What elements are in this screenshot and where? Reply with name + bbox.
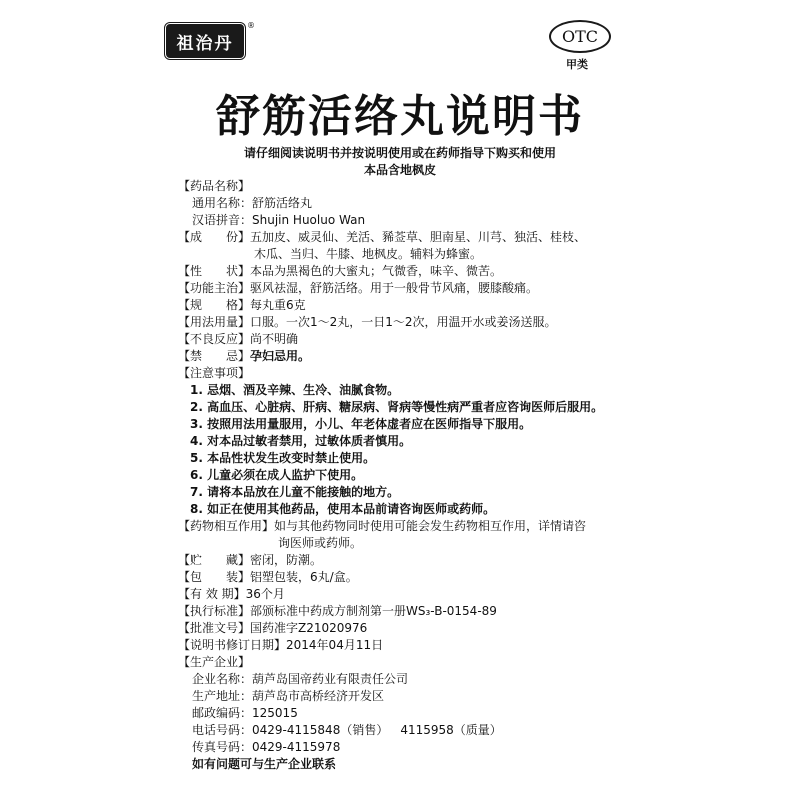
- otc-badge: [549, 20, 611, 53]
- standard-value: 部颁标准中药成方制剂第一册WS₃-B-0154-89: [250, 604, 497, 618]
- revision-value: 2014年04月11日: [286, 638, 384, 652]
- interactions-value-2: 询医师或药师。: [278, 536, 363, 550]
- indications-value: 驱风祛湿，舒筋活络。用于一般骨节风痛，腰膝酸痛。: [250, 281, 539, 295]
- postcode-row: [178, 705, 638, 722]
- pinyin-value: Shujin Huoluo Wan: [252, 213, 366, 227]
- storage-label: 【贮 藏】: [178, 553, 251, 567]
- generic-name-label: 通用名称：: [192, 196, 253, 210]
- contraindications-label: 【禁 忌】: [178, 349, 251, 363]
- section-approval: [178, 620, 638, 637]
- ingredient-notice: 本品含地枫皮: [363, 163, 436, 177]
- interactions-continuation: [178, 535, 638, 552]
- specification-value: 每丸重6克: [250, 298, 306, 312]
- approval-label: 【批准文号】: [178, 621, 251, 635]
- phone-sales: 0429-4115848（销售）: [252, 723, 389, 737]
- section-dosage: [178, 314, 638, 331]
- address-value: 葫芦岛市高桥经济开发区: [252, 689, 385, 703]
- adverse-value: 尚不明确: [250, 332, 299, 346]
- interactions-label: 【药物相互作用】: [178, 519, 275, 533]
- storage-value: 密闭，防潮。: [250, 553, 323, 567]
- validity-label: 【有 效 期】: [178, 587, 246, 601]
- precaution-item: 3. 按照用法用量服用，小儿、年老体虚者应在医师指导下服用。: [190, 417, 532, 431]
- phone-row: [178, 722, 638, 739]
- package-value: 铝塑包装，6丸/盒。: [250, 570, 358, 584]
- generic-name-row: [178, 195, 638, 212]
- indications-label: 【功能主治】: [178, 281, 251, 295]
- brand-logo-text: 祖治丹: [176, 33, 234, 54]
- validity-value: 36个月: [245, 587, 285, 601]
- company-value: 葫芦岛国帝药业有限责任公司: [252, 672, 409, 686]
- adverse-label: 【不良反应】: [178, 332, 251, 346]
- precaution-item: 7. 请将本品放在儿童不能接触的地方。: [190, 485, 400, 499]
- pinyin-label: 汉语拼音：: [192, 213, 253, 227]
- properties-label: 【性 状】: [178, 264, 251, 278]
- dosage-label: 【用法用量】: [178, 315, 251, 329]
- section-precautions: [178, 365, 638, 382]
- section-standard: [178, 603, 638, 620]
- section-validity: [178, 586, 638, 603]
- ingredients-continuation: [178, 246, 638, 263]
- section-drug-name: [178, 178, 638, 195]
- contraindications-value: 孕妇忌用。: [250, 349, 311, 363]
- drug-name-label: 【药品名称】: [178, 179, 251, 193]
- otc-class-label: 甲类: [566, 58, 588, 71]
- company-label: 企业名称：: [192, 672, 253, 686]
- dosage-value: 口服。一次1～2丸，一日1～2次，用温开水或姜汤送服。: [250, 315, 557, 329]
- section-storage: [178, 552, 638, 569]
- section-interactions: [178, 518, 638, 535]
- section-contraindications: [178, 348, 638, 365]
- precaution-item: 8. 如正在使用其他药品，使用本品前请咨询医师或药师。: [190, 502, 496, 516]
- company-row: [178, 671, 638, 688]
- ingredients-label: 【成 份】: [178, 230, 251, 244]
- ingredients-value-2: 木瓜、当归、牛膝、地枫皮。辅料为蜂蜜。: [254, 247, 483, 261]
- approval-value: 国药准字Z21020976: [250, 621, 368, 635]
- pinyin-row: [178, 212, 638, 229]
- section-indications: [178, 280, 638, 297]
- precaution-item: 6. 儿童必须在成人监护下使用。: [190, 468, 364, 482]
- document-title: 舒筋活络丸说明书: [216, 91, 584, 142]
- section-package: [178, 569, 638, 586]
- section-properties: [178, 263, 638, 280]
- package-label: 【包 装】: [178, 570, 251, 584]
- manufacturer-label: 【生产企业】: [178, 655, 251, 669]
- registered-mark: ®: [247, 21, 255, 30]
- instruction-body: [178, 178, 638, 773]
- precautions-label: 【注意事项】: [178, 366, 251, 380]
- standard-label: 【执行标准】: [178, 604, 251, 618]
- postcode-label: 邮政编码：: [192, 706, 253, 720]
- interactions-value-1: 如与其他药物同时使用可能会发生药物相互作用，详情请咨: [274, 519, 587, 533]
- precaution-item: 2. 高血压、心脏病、肝病、糖尿病、肾病等慢性病严重者应咨询医师后服用。: [190, 400, 604, 414]
- fax-label: 传真号码：: [192, 740, 253, 754]
- section-ingredients: [178, 229, 638, 246]
- brand-logo: [166, 24, 244, 58]
- precaution-item: 1. 忌烟、酒及辛辣、生冷、油腻食物。: [190, 383, 400, 397]
- specification-label: 【规 格】: [178, 298, 251, 312]
- fax-value: 0429-4115978: [252, 740, 341, 754]
- address-row: [178, 688, 638, 705]
- properties-value: 本品为黑褐色的大蜜丸；气微香，味辛、微苦。: [250, 264, 503, 278]
- precaution-item: 5. 本品性状发生改变时禁止使用。: [190, 451, 376, 465]
- reading-notice: 请仔细阅读说明书并按说明使用或在药师指导下购买和使用: [243, 146, 556, 160]
- generic-name-value: 舒筋活络丸: [252, 196, 313, 210]
- phone-label: 电话号码：: [192, 723, 253, 737]
- section-adverse-reactions: [178, 331, 638, 348]
- postcode-value: 125015: [252, 706, 298, 720]
- address-label: 生产地址：: [192, 689, 253, 703]
- section-revision-date: [178, 637, 638, 654]
- otc-text: OTC: [561, 27, 599, 46]
- revision-label: 【说明书修订日期】: [178, 638, 287, 652]
- section-manufacturer: [178, 654, 638, 671]
- precaution-item: 4. 对本品过敏者禁用，过敏体质者慎用。: [190, 434, 412, 448]
- ingredients-value-1: 五加皮、威灵仙、羌活、豨莶草、胆南星、川芎、独活、桂枝、: [250, 230, 587, 244]
- section-specification: [178, 297, 638, 314]
- fax-row: [178, 739, 638, 756]
- contact-note: 如有问题可与生产企业联系: [192, 757, 337, 771]
- phone-quality: 4115958（质量）: [400, 723, 502, 737]
